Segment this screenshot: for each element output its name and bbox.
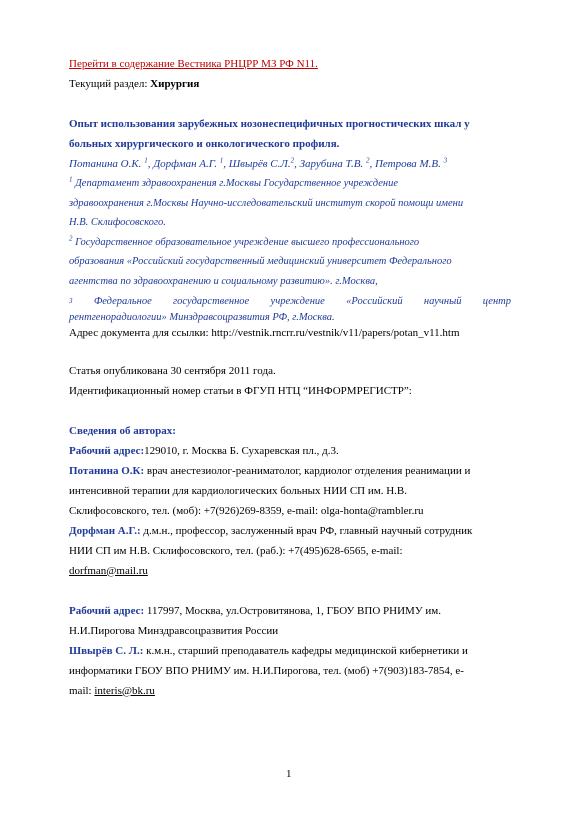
aff2-line-1: Государственное образовательное учреждение высшего профессионального (72, 236, 420, 248)
current-section (69, 74, 511, 94)
potanina-label: Потанина О.К: (69, 464, 145, 477)
published-date: Статья опубликована 30 сентября 2011 года. (69, 364, 276, 377)
author-sup: 2 (290, 156, 295, 165)
addr2-line-1: 117997, Москва, ул.Островитянова, 1, ГБОУ ВПО РНИМУ им. (144, 604, 441, 617)
aff3-sup: 3 (69, 296, 73, 305)
shvyrev-email-link[interactable]: interis@bk.ru (94, 684, 155, 697)
potanina-line-1: врач анестезиолог-реаниматолог, кардиолог отделения реанимации и (144, 464, 471, 477)
addr2-line-2: Н.И.Пирогова Минздравсоцразвития России (69, 624, 279, 637)
addr1-value: 129010, г. Москва Б. Сухаревская пл., д.3. (144, 444, 339, 457)
section-label: Текущий раздел: (69, 78, 151, 90)
aff3-word: государственное (173, 295, 250, 307)
aff1-line-2: здравоохранения г.Москвы Научно-исследовательский институт скорой помощи имени (69, 197, 464, 209)
title-line-2: больных хирургического и онкологического профиля. (69, 138, 340, 150)
author-separator: , (294, 158, 300, 170)
section-name: Хирургия (150, 78, 200, 90)
author-name: Петрова М.В. (374, 158, 444, 170)
aff2-sup: 2 (69, 234, 73, 243)
work-address-1 (69, 441, 511, 461)
shvyrev-line-2: информатики ГБОУ ВПО РНИМУ им. Н.И.Пирогова, тел. (моб) +7(903)183-7854, e- (69, 664, 464, 677)
affiliation-2 (69, 233, 511, 292)
author-separator: , (147, 158, 154, 170)
document-page (69, 54, 511, 701)
aff2-line-2: образования «Российский государственный медицинский университет Федерального (69, 256, 452, 268)
author-separator: , (223, 158, 229, 170)
affiliation-3 (69, 292, 511, 325)
work-address-2 (69, 601, 511, 641)
author-name: Дорфман А.Г. (153, 158, 220, 170)
aff3-line-2: рентгенорадиологии» Минздравсоцразвития РФ, г.Москва. (69, 311, 335, 323)
dorfman-line-2: НИИ СП им Н.В. Склифосовского, тел. (раб.): +7(495)628-6565, e-mail: (69, 544, 403, 557)
addr2-label: Рабочий адрес: (69, 604, 145, 617)
aff3-word: «Российский (346, 295, 403, 307)
author-name: Потанина О.К. (69, 158, 145, 170)
author-shvyrev (69, 641, 511, 701)
aff3-word: центр (482, 295, 511, 307)
author-separator: , (369, 158, 375, 170)
contents-link[interactable]: Перейти в содержание Вестника РНЦРР МЗ РФ N11. (69, 58, 318, 70)
authors-heading: Сведения об авторах: (69, 424, 176, 437)
author-list (69, 154, 511, 174)
addr1-label: Рабочий адрес: (69, 444, 145, 457)
title-line-1: Опыт использования зарубежных нозонеспецифичных прогностических шкал у (69, 118, 470, 130)
aff3-word: научный (423, 295, 462, 307)
aff1-sup: 1 (69, 175, 73, 184)
aff3-word: учреждение (270, 295, 325, 307)
author-name: Швырёв С.Л. (228, 158, 291, 170)
dorfman-email-link[interactable]: dorfman@mail.ru (69, 564, 148, 577)
document-address: Адрес документа для ссылки: http://vestnik.rncrr.ru/vestnik/v11/papers/potan_v11.htm (69, 326, 460, 339)
page-number: 1 (286, 768, 292, 780)
article-title (69, 114, 511, 154)
affiliation-1 (69, 174, 511, 233)
aff2-line-3: агентства по здравоохранению и социальному развитию». г.Москва, (69, 275, 378, 287)
aff1-line-1: Департамент здравоохранения г.Москвы Государственное учреждение (72, 178, 399, 189)
dorfman-line-1: д.м.н., профессор, заслуженный врач РФ, главный научный сотрудник (140, 524, 473, 537)
potanina-line-3: Склифосовского, тел. (моб): +7(926)269-8359, e-mail: olga-honta@rambler.ru (69, 504, 424, 517)
author-sup: 1 (144, 156, 148, 165)
shvyrev-line-3-prefix: mail: (69, 684, 95, 697)
registration-id: Идентификационный номер статьи в ФГУП НТЦ “ИНФОРМРЕГИСТР”: (69, 384, 412, 397)
author-sup: 2 (365, 156, 370, 165)
author-sup: 3 (443, 156, 448, 165)
shvyrev-line-1: к.м.н., старший преподаватель кафедры медицинской кибернетики и (143, 644, 468, 657)
shvyrev-label: Швырёв С. Л.: (69, 644, 144, 657)
aff3-word: Федеральное (93, 295, 152, 307)
author-dorfman (69, 521, 511, 581)
aff1-line-3: Н.В. Склифосовского. (69, 217, 166, 229)
author-sup: 1 (219, 156, 224, 165)
author-potanina (69, 461, 511, 521)
potanina-line-2: интенсивной терапии для кардиологических больных НИИ СП им. Н.В. (69, 484, 407, 497)
dorfman-label: Дорфман А.Г.: (69, 524, 141, 537)
author-name: Зарубина Т.В. (299, 158, 366, 170)
